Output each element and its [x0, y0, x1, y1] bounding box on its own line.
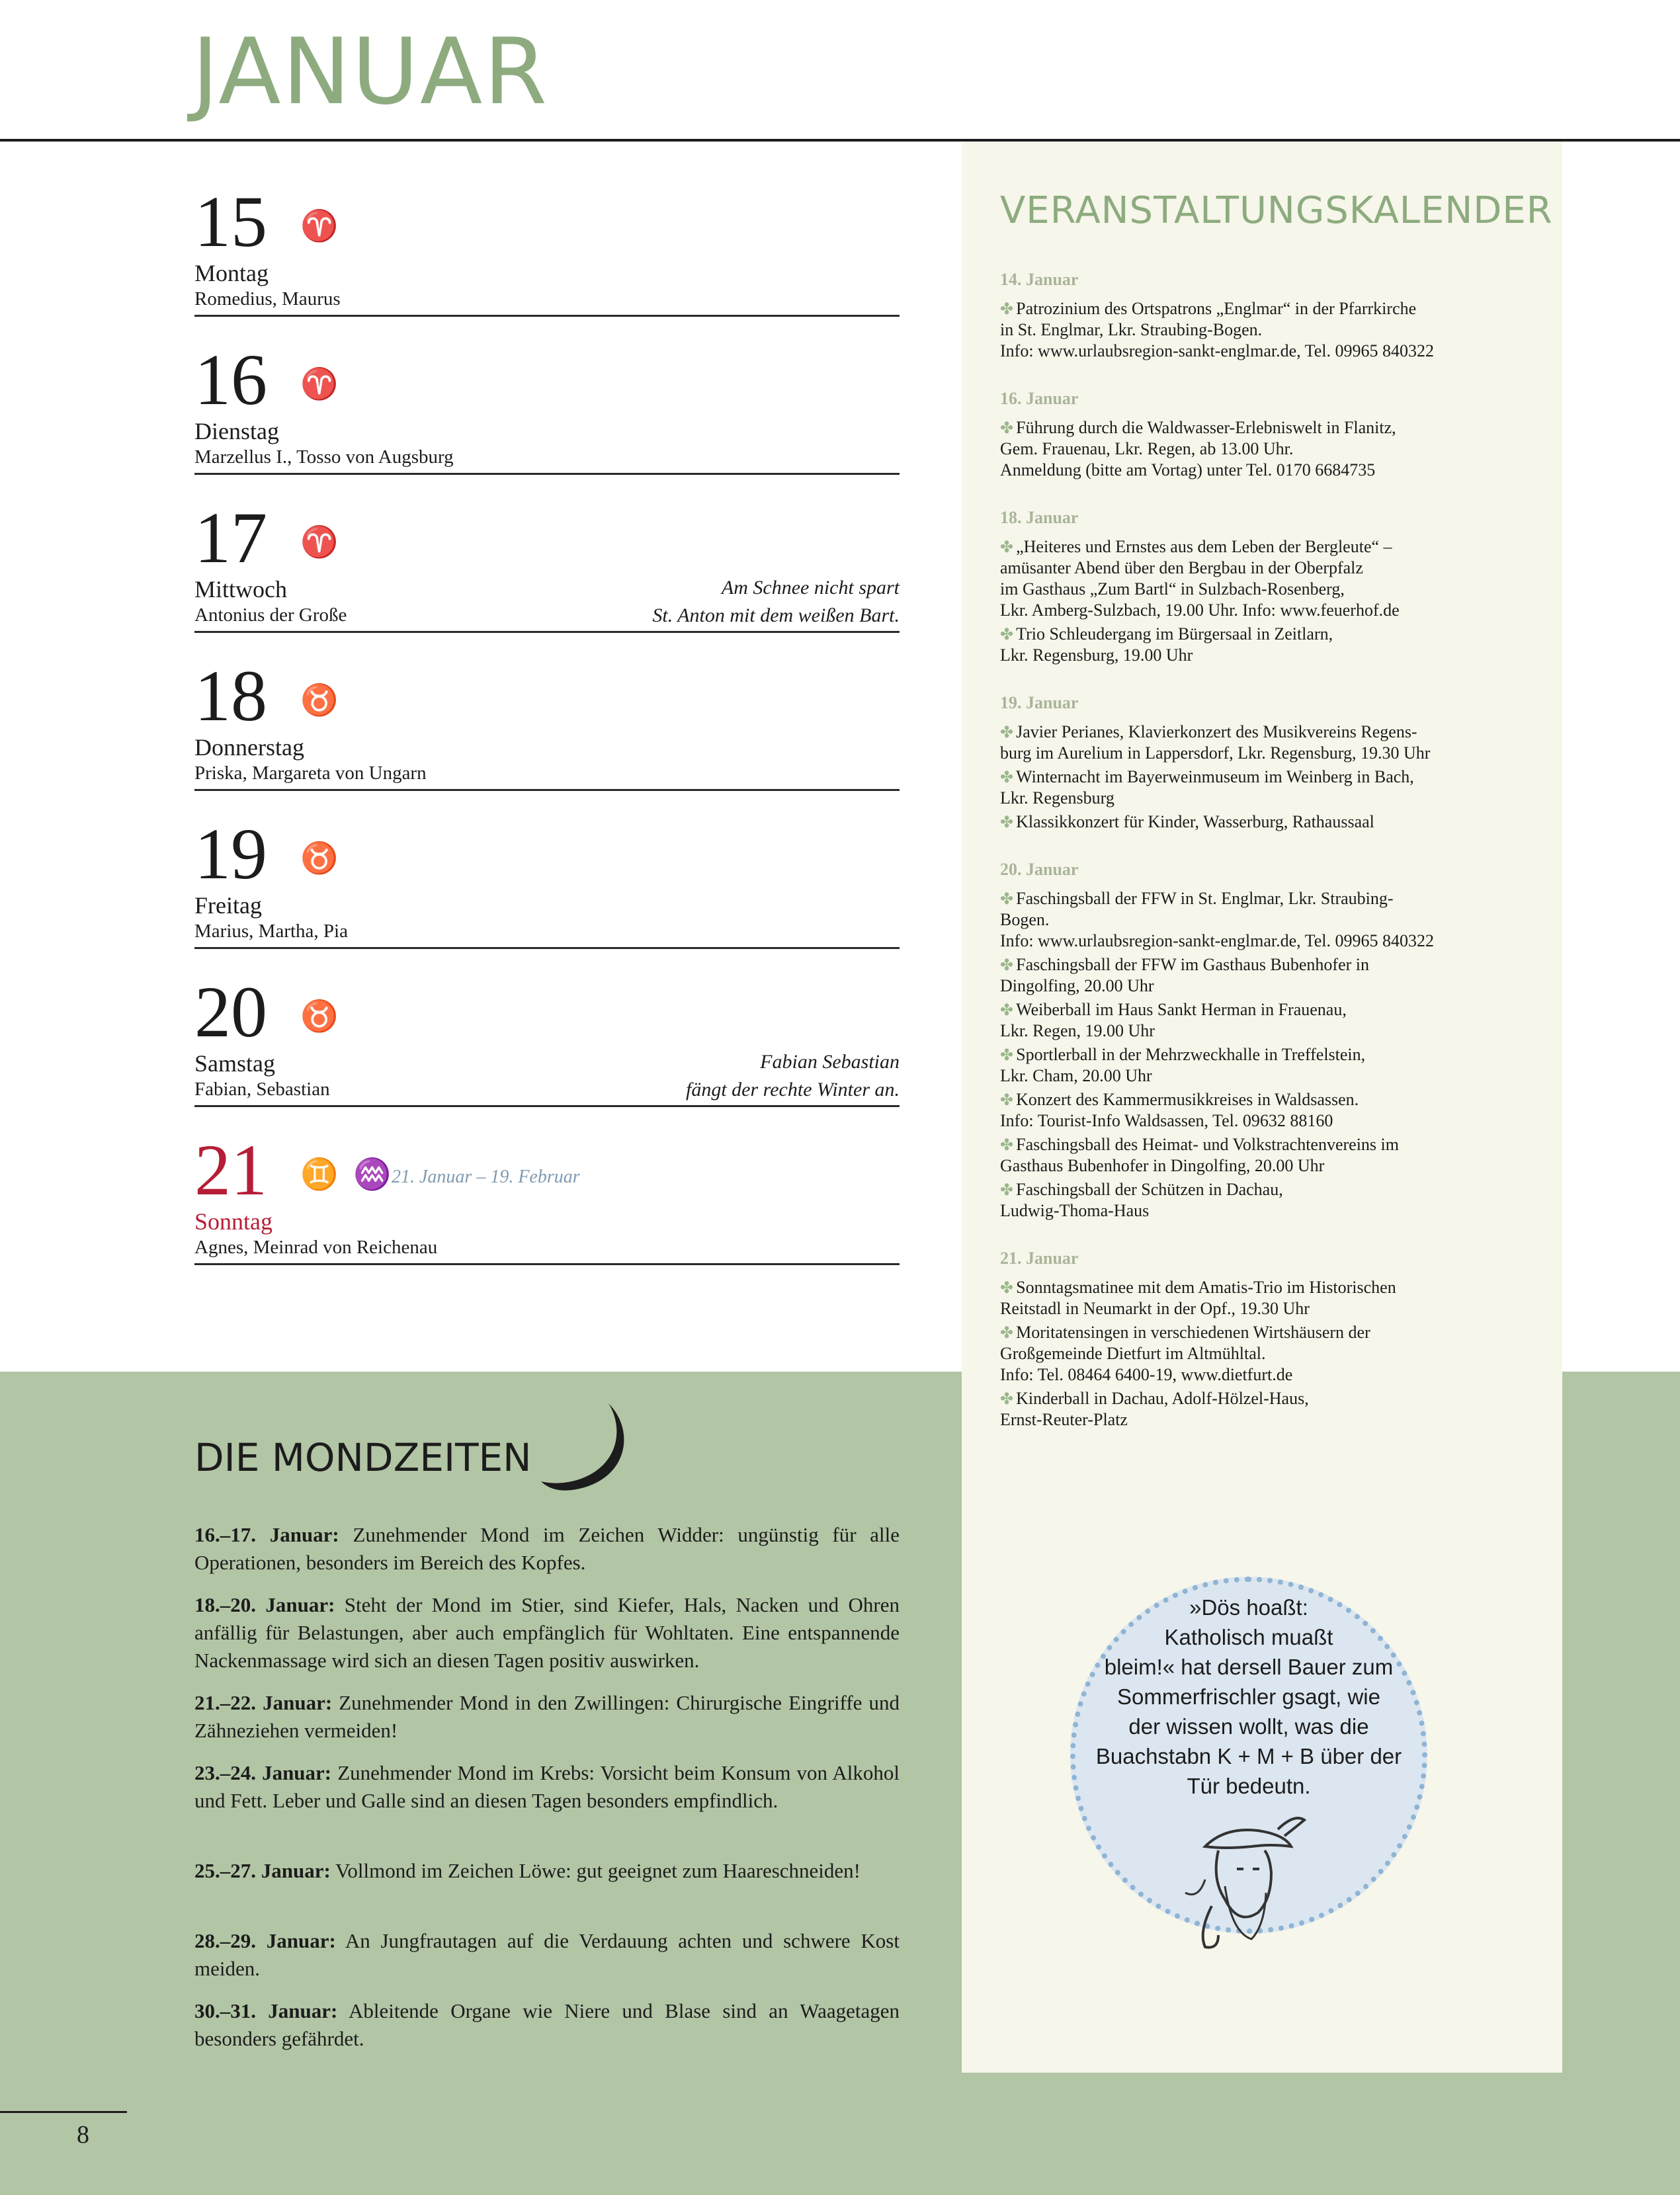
event-text: Dingolfing, 20.00 Uhr [1000, 976, 1154, 995]
quote-line: Buachstabn K + M + B über der [1095, 1744, 1402, 1768]
event-line [1000, 298, 1416, 321]
quote-line: Tür bedeutn. [1187, 1774, 1311, 1798]
event-text: Ernst-Reuter-Platz [1000, 1410, 1128, 1429]
weekday: Sonntag [194, 1208, 273, 1235]
quote-line: Sommerfrischler gsagt, wie [1117, 1684, 1380, 1709]
farmer-with-pipe-illustration [1179, 1800, 1311, 1955]
event-text: Reitstadl in Neumarkt in der Opf., 19.30 Uhr [1000, 1299, 1310, 1318]
bull-icon: ♉ [300, 682, 339, 718]
event-line [1000, 811, 1374, 834]
page-rule [0, 2111, 127, 2113]
event-date: 20. Januar [1000, 860, 1079, 879]
ram-icon: ♈ [300, 524, 339, 559]
moon-text: Ableitende Organe wie Niere und Blase sind an Waagetagen besonders gefährdet. [194, 1999, 900, 2050]
leaf-icon: ✤ [1000, 957, 1014, 974]
event-text: Lkr. Amberg-Sulzbach, 19.00 Uhr. Info: www.feuerhof.de [1000, 601, 1400, 620]
day-entry [194, 626, 900, 785]
quote-line: Katholisch muaßt [1164, 1625, 1333, 1649]
event-text: Info: www.urlaubsregion-sankt-englmar.de, Tel. 09965 840322 [1000, 341, 1434, 360]
event-line [1000, 1276, 1396, 1300]
event-text: Faschingsball des Heimat- und Volkstrachtenvereins im [1016, 1135, 1399, 1154]
event-line [1000, 1134, 1399, 1157]
event-line [1000, 319, 1262, 341]
day-entry [194, 468, 900, 627]
saints: Romedius, Maurus [194, 288, 341, 310]
saints: Antonius der Große [194, 604, 347, 626]
leaf-icon: ✤ [1000, 420, 1014, 437]
moon-date-range: 25.–27. Januar: [194, 1859, 331, 1882]
event-date: 16. Januar [1000, 389, 1079, 408]
event-text: Gem. Frauenau, Lkr. Regen, ab 13.00 Uhr. [1000, 439, 1294, 458]
leaf-icon: ✤ [1000, 1137, 1014, 1154]
event-text: Javier Perianes, Klavierkonzert des Musikvereins Regens- [1016, 722, 1417, 741]
event-text: Ludwig-Thoma-Haus [1000, 1201, 1150, 1220]
event-line [1000, 1298, 1310, 1320]
ram-icon: ♈ [300, 366, 339, 401]
event-line [1000, 1179, 1283, 1202]
event-line [1000, 1364, 1292, 1386]
event-line [1000, 888, 1394, 911]
event-text: Lkr. Regensburg [1000, 788, 1114, 808]
event-text: Winternacht im Bayerweinmuseum im Weinberg in Bach, [1016, 767, 1414, 786]
moon-paragraph [194, 1689, 900, 1745]
weather-saying-line: fängt der rechte Winter an. [686, 1079, 900, 1100]
moon-date-range: 28.–29. Januar: [194, 1929, 336, 1952]
leaf-icon: ✤ [1000, 1391, 1014, 1408]
moon-paragraph [194, 1591, 900, 1675]
event-line [1000, 909, 1049, 931]
event-text: Kinderball in Dachau, Adolf-Hölzel-Haus, [1016, 1389, 1309, 1408]
leaf-icon: ✤ [1000, 769, 1014, 786]
event-line [1000, 1387, 1309, 1411]
event-text: Trio Schleudergang im Bürgersaal in Zeitlarn, [1016, 624, 1333, 643]
quote-line: »Dös hoaßt: [1189, 1595, 1308, 1620]
day-entry [194, 784, 900, 943]
leaf-icon: ✤ [1000, 1047, 1014, 1064]
event-line [1000, 721, 1417, 744]
moon-text: Zunehmender Mond im Krebs: Vorsicht beim Konsum von Alkohol und Fett. Leber und Galle sind an diesen Tagen besonders empfindlich. [194, 1761, 900, 1812]
day-entry [194, 152, 900, 311]
moon-paragraph [194, 1997, 900, 2053]
event-text: Anmeldung (bitte am Vortag) unter Tel. 0170 6684735 [1000, 460, 1376, 479]
event-line [1000, 623, 1333, 646]
event-text: Führung durch die Waldwasser-Erlebniswelt in Flanitz, [1016, 418, 1396, 437]
day-number: 17 [194, 497, 267, 578]
day-number: 16 [194, 339, 267, 420]
event-text: Faschingsball der FFW in St. Englmar, Lkr. Straubing- [1016, 889, 1394, 908]
moon-paragraph [194, 1521, 900, 1577]
weekday: Donnerstag [194, 734, 304, 761]
bull-icon: ♉ [300, 840, 339, 876]
weekday: Dienstag [194, 418, 279, 444]
event-line [1000, 1321, 1370, 1345]
quote-line: bleim!« hat dersell Bauer zum [1104, 1655, 1394, 1679]
weekday: Montag [194, 260, 269, 286]
page-number: 8 [77, 2121, 89, 2149]
crescent-moon-icon [536, 1397, 642, 1499]
event-line [1000, 975, 1154, 997]
divider [194, 1263, 900, 1265]
leaf-icon: ✤ [1000, 814, 1014, 831]
saints: Marius, Martha, Pia [194, 921, 348, 942]
leaf-icon: ✤ [1000, 1002, 1014, 1019]
moon-paragraph [194, 1857, 900, 1885]
event-text: in St. Englmar, Lkr. Straubing-Bogen. [1000, 320, 1263, 339]
day-number: 19 [194, 813, 267, 894]
event-line [1000, 766, 1414, 789]
day-entry [194, 942, 900, 1101]
leaf-icon: ✤ [1000, 1280, 1014, 1297]
weekday: Mittwoch [194, 576, 287, 602]
event-text: amüsanter Abend über den Bergbau in der Oberpfalz [1000, 558, 1363, 577]
day-entry [194, 310, 900, 469]
event-line [1000, 599, 1400, 622]
event-line [1000, 417, 1396, 440]
moon-paragraph [194, 1927, 900, 1983]
event-text: im Gasthaus „Zum Bartl“ in Sulzbach-Rosenberg, [1000, 579, 1345, 599]
event-text: „Heiteres und Ernstes aus dem Leben der Bergleute“ – [1016, 537, 1392, 556]
event-text: Patrozinium des Ortspatrons „Englmar“ in der Pfarrkirche [1016, 299, 1417, 318]
moon-text: Steht der Mond im Stier, sind Kiefer, Hals, Nacken und Ohren anfällig für Belastungen, aber auch empfänglich für Wohltaten. Eine entspannende Nackenmassage wird sich an diesen Tagen positiv auswirken. [194, 1593, 900, 1672]
event-text: Bogen. [1000, 910, 1050, 929]
day-number: 21 [194, 1130, 267, 1210]
event-text: Sportlerball in der Mehrzweckhalle in Treffelstein, [1016, 1045, 1366, 1064]
header-rule [0, 139, 1680, 142]
event-line [1000, 1065, 1152, 1087]
moon-text: Vollmond im Zeichen Löwe: gut geeignet zum Haareschneiden! [330, 1859, 861, 1882]
event-line [1000, 438, 1293, 460]
event-line [1000, 1044, 1365, 1067]
moon-heading: DIE MONDZEITEN [194, 1435, 532, 1480]
event-date: 19. Januar [1000, 693, 1079, 712]
weather-saying-line: Am Schnee nicht spart [721, 577, 900, 599]
event-text: Lkr. Regen, 19.00 Uhr [1000, 1021, 1155, 1040]
event-line [1000, 999, 1347, 1022]
weather-saying-line: St. Anton mit dem weißen Bart. [652, 604, 900, 626]
event-line [1000, 459, 1375, 481]
event-line [1000, 1155, 1324, 1177]
event-date: 18. Januar [1000, 508, 1079, 527]
moon-text: Zunehmender Mond in den Zwillingen: Chirurgische Eingriffe und Zähneziehen vermeiden! [194, 1691, 900, 1742]
weather-saying-line: Fabian Sebastian [760, 1051, 900, 1073]
event-text: Gasthaus Bubenhofer in Dingolfing, 20.00 Uhr [1000, 1156, 1325, 1175]
event-line [1000, 930, 1434, 952]
event-line [1000, 578, 1345, 601]
event-text: Info: www.urlaubsregion-sankt-englmar.de, Tel. 09965 840322 [1000, 931, 1434, 950]
leaf-icon: ✤ [1000, 1182, 1014, 1199]
leaf-icon: ✤ [1000, 301, 1014, 318]
leaf-icon: ✤ [1000, 626, 1014, 643]
leaf-icon: ✤ [1000, 891, 1014, 908]
event-line [1000, 1200, 1149, 1222]
month-title: JANUAR [192, 19, 549, 125]
event-line [1000, 557, 1363, 579]
event-line [1000, 340, 1434, 362]
moon-date-range: 16.–17. Januar: [194, 1523, 339, 1546]
event-text: Faschingsball der FFW im Gasthaus Bubenhofer in [1016, 955, 1370, 974]
event-line [1000, 742, 1430, 765]
event-line [1000, 1409, 1128, 1431]
saints: Fabian, Sebastian [194, 1079, 330, 1100]
event-line [1000, 787, 1114, 809]
event-text: Faschingsball der Schützen in Dachau, [1016, 1180, 1283, 1199]
leaf-icon: ✤ [1000, 1325, 1014, 1342]
event-line [1000, 536, 1392, 559]
saints: Priska, Margareta von Ungarn [194, 763, 427, 784]
event-text: Moritatensingen in verschiedenen Wirtshäusern der [1016, 1323, 1370, 1342]
moon-paragraph [194, 1759, 900, 1815]
event-line [1000, 1343, 1265, 1365]
moon-text: An Jungfrautagen auf die Verdauung achten und schwere Kost meiden. [194, 1929, 900, 1980]
saints: Marzellus I., Tosso von Augsburg [194, 446, 454, 468]
event-line [1000, 954, 1369, 977]
event-date: 21. Januar [1000, 1249, 1079, 1268]
leaf-icon: ✤ [1000, 724, 1014, 741]
bull-icon: ♉ [300, 998, 339, 1034]
event-text: Lkr. Regensburg, 19.00 Uhr [1000, 645, 1193, 665]
twins-icon: ♊ [300, 1156, 339, 1192]
ram-icon: ♈ [300, 208, 339, 243]
events-heading: VERANSTALTUNGSKALENDER [1000, 189, 1553, 232]
event-text: Info: Tourist-Info Waldsassen, Tel. 09632 88160 [1000, 1111, 1333, 1130]
day-number: 20 [194, 972, 267, 1052]
moon-text: Zunehmender Mond im Zeichen Widder: ungünstig für alle Operationen, besonders im Bereich des Kopfes. [194, 1523, 900, 1574]
event-text: Konzert des Kammermusikkreises in Waldsassen. [1016, 1090, 1359, 1109]
moon-date-range: 30.–31. Januar: [194, 1999, 338, 2022]
event-date: 14. Januar [1000, 270, 1079, 289]
event-line [1000, 1110, 1333, 1132]
day-entry [194, 1100, 900, 1259]
event-text: Großgemeinde Dietfurt im Altmühltal. [1000, 1344, 1266, 1363]
event-text: Info: Tel. 08464 6400-19, www.dietfurt.de [1000, 1365, 1293, 1384]
weekday: Freitag [194, 892, 262, 919]
quote-line: der wissen wollt, was die [1128, 1714, 1369, 1739]
day-number: 15 [194, 181, 267, 262]
event-line [1000, 1089, 1359, 1112]
leaf-icon: ✤ [1000, 1092, 1014, 1109]
moon-date-range: 18.–20. Januar: [194, 1593, 335, 1616]
weekday: Samstag [194, 1050, 275, 1077]
event-text: Lkr. Cham, 20.00 Uhr [1000, 1066, 1152, 1085]
day-number: 18 [194, 655, 267, 736]
event-line [1000, 1020, 1155, 1042]
event-text: Sonntagsmatinee mit dem Amatis-Trio im Historischen [1016, 1278, 1396, 1297]
saints: Agnes, Meinrad von Reichenau [194, 1237, 438, 1258]
moon-date-range: 23.–24. Januar: [194, 1761, 332, 1784]
moon-date-range: 21.–22. Januar: [194, 1691, 333, 1714]
event-text: burg im Aurelium in Lappersdorf, Lkr. Regensburg, 19.30 Uhr [1000, 743, 1431, 763]
leaf-icon: ✤ [1000, 539, 1014, 556]
sign-date-range: 21. Januar – 19. Februar [392, 1167, 580, 1187]
event-text: Klassikkonzert für Kinder, Wasserburg, Rathaussaal [1016, 812, 1374, 831]
event-line [1000, 644, 1193, 667]
event-text: Weiberball im Haus Sankt Herman in Frauenau, [1016, 1000, 1347, 1019]
aquarius-icon: ♒ [353, 1156, 392, 1192]
